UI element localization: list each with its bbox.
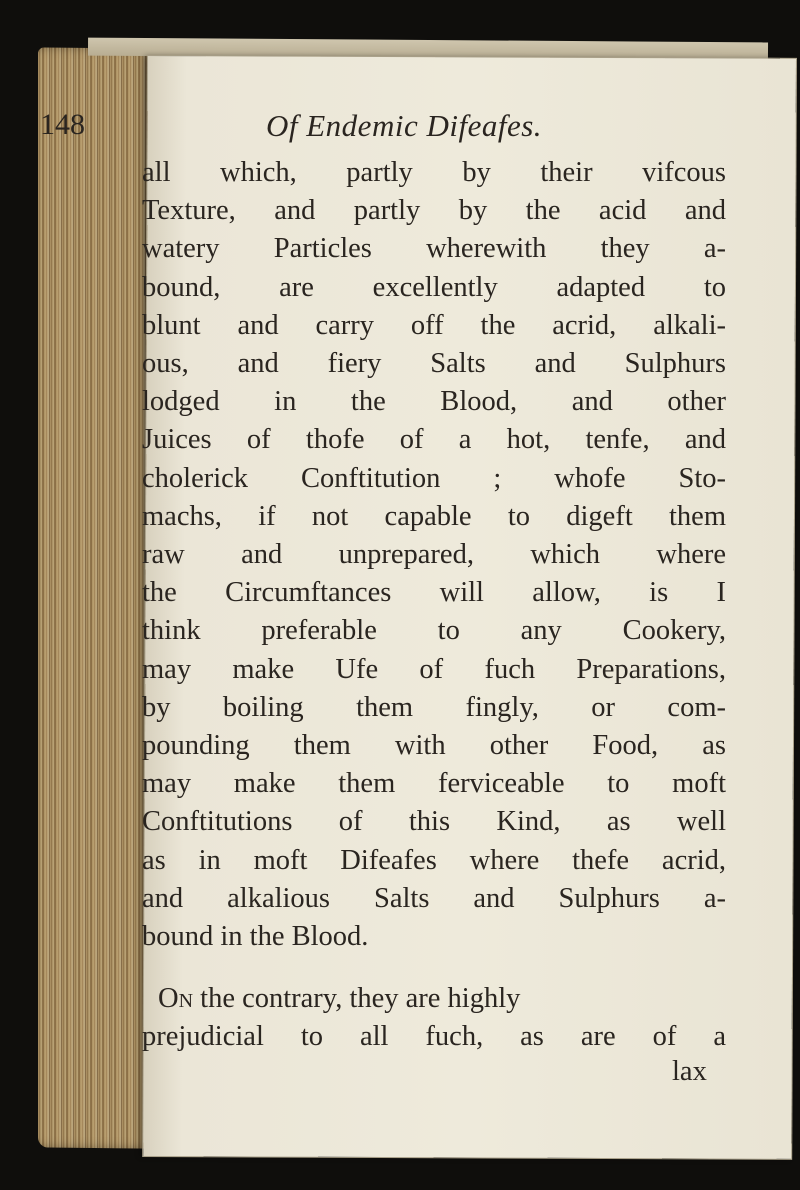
text-line (142, 980, 726, 1018)
text-line: ous, and fiery Salts and Sulphurs (142, 348, 726, 380)
text-line: and alkalious Salts and Sulphurs a- (142, 882, 726, 914)
text-line: bound in the Blood. (142, 921, 369, 953)
catchword: lax (672, 1056, 707, 1087)
running-head: Of Endemic Difeafes. (266, 108, 543, 143)
text-line: bound, are excellently adapted to (142, 271, 726, 303)
text-line: by boiling them fingly, or com- (142, 691, 726, 723)
text-line: Conftitutions of this Kind, as well (142, 806, 726, 838)
small-caps-word: On (158, 983, 194, 1014)
line-rest: the contrary, they are highly (193, 983, 521, 1014)
text-line: may make Ufe of fuch Preparations, (142, 653, 726, 685)
text-line: blunt and carry off the acrid, alkali- (142, 309, 726, 341)
text-line: pounding them with other Food, as (142, 730, 726, 762)
text-line: cholerick Conftitution ; whofe Sto- (142, 462, 726, 494)
text-line: watery Particles wherewith they a- (142, 233, 726, 265)
text-line: raw and unprepared, which where (142, 539, 726, 571)
text-line: as in moft Difeafes where thefe acrid, (142, 844, 726, 876)
text-line: all which, partly by their vifcous (142, 157, 726, 188)
text-line: prejudicial to all fuch, as are of a (142, 1021, 726, 1053)
page-edges (38, 47, 150, 1148)
text-line: lodged in the Blood, and other (142, 386, 726, 418)
text-line: Texture, and partly by the acid and (142, 195, 726, 227)
text-line: think preferable to any Cookery, (142, 615, 726, 647)
page-number: 148 (40, 108, 85, 141)
text-line: Juices of thofe of a hot, tenfe, and (142, 424, 726, 456)
text-line: may make them ferviceable to moft (142, 768, 726, 800)
page-header (18, 108, 638, 148)
text-line: machs, if not capable to digeft them (142, 500, 726, 532)
text-line: the Circumftances will allow, is I (142, 577, 726, 609)
paragraph-1 (142, 154, 742, 956)
paragraph-2 (142, 980, 726, 1056)
